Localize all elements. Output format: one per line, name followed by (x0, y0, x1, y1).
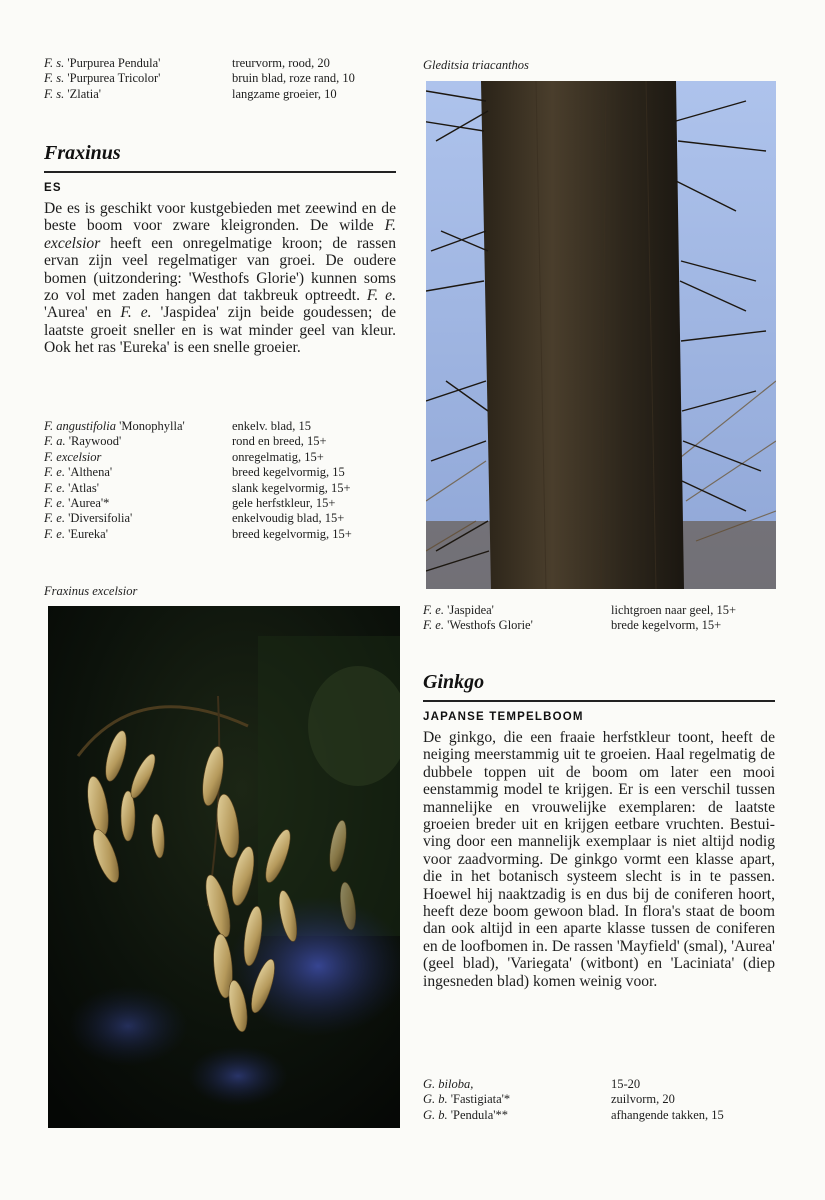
plant-species: G. b. (423, 1107, 448, 1122)
fraxinus-body-segment: F. excelsior (44, 217, 396, 252)
plant-cultivar: 'Monophylla' (116, 419, 185, 433)
plant-description: afhangende takken, 15 (611, 1107, 724, 1122)
plant-cultivar: 'Atlas' (64, 480, 99, 495)
plant-description: onregelmatig, 15+ (232, 449, 324, 464)
plant-list-row (44, 419, 396, 434)
plant-list-row (423, 603, 775, 618)
fraxinus-body-segment: F. e. (120, 304, 152, 322)
plant-name (44, 511, 232, 526)
plant-list-row (423, 1092, 775, 1107)
fraxinus-photo-caption: Fraxinus excelsior (44, 584, 138, 598)
plant-name (423, 1108, 611, 1123)
plant-species: F. s. (44, 56, 65, 70)
plant-list-row (44, 87, 396, 102)
plant-list-row (44, 56, 396, 71)
ginkgo-heading: Ginkgo (423, 671, 485, 693)
plant-cultivar: 'Althena' (64, 465, 113, 480)
plant-cultivar: 'Jaspidea' (443, 603, 494, 617)
plant-species: F. e. (44, 511, 65, 526)
fraxinus-body-segment: 'Aurea' en (44, 304, 121, 322)
plant-species: F. excelsior (44, 449, 102, 464)
plant-species: G. b. (423, 1092, 448, 1107)
plant-description: gele herfstkleur, 15+ (232, 496, 336, 511)
plant-description: rond en breed, 15+ (232, 434, 327, 449)
plant-description: breed kegelvormig, 15+ (232, 526, 352, 541)
plant-cultivar: 'Raywood' (65, 434, 122, 449)
plant-name (44, 465, 232, 480)
plant-cultivar: 'Westhofs Glorie' (443, 618, 533, 633)
plant-species: F. a. (44, 434, 66, 449)
plant-description: slank kegelvormig, 15+ (232, 480, 351, 495)
top-plant-list (44, 56, 396, 102)
plant-description: enkelvoudig blad, 15+ (232, 511, 345, 526)
plant-list-row (44, 496, 396, 511)
plant-cultivar: 'Purpurea Pendula' (64, 56, 161, 70)
fraxinus-plant-list (44, 419, 396, 542)
plant-cultivar: 'Eureka' (64, 526, 108, 541)
plant-species: F. e. (44, 480, 65, 495)
fraxinus-body-segment: 'Jaspidea' zijn beide goudessen; de laatste groeit sneller en is wat minder geel van kleur. Ook het ras 'Eureka' is een snelle groeier. (44, 304, 396, 357)
plant-cultivar: 'Purpurea Tricolor' (64, 71, 161, 86)
plant-list-row (423, 1108, 775, 1123)
fraxinus-body-segment: heeft een onregelmatige kroon; de rassen ervan zijn veel regelmatiger van groei. De oudere bomen (uitzondering: 'Westhofs Glorie') kunnen soms zo vol met zaden hangen dat takbreuk optreedt. (44, 234, 396, 305)
plant-name (44, 419, 232, 434)
fraxinus-rule (44, 171, 396, 173)
plant-description: zuilvorm, 20 (611, 1092, 675, 1107)
plant-species: F. e. (44, 465, 65, 480)
fraxinus-heading: Fraxinus (44, 142, 121, 164)
gleditsia-photo (426, 81, 776, 589)
plant-species: F. e. (423, 618, 444, 633)
plant-name (423, 603, 611, 618)
plant-species: F. e. (44, 496, 65, 511)
plant-description: brede kegelvorm, 15+ (611, 618, 722, 633)
plant-name (44, 496, 232, 511)
plant-description: bruin blad, roze rand, 10 (232, 71, 355, 86)
plant-description: 15-20 (611, 1077, 641, 1091)
plant-cultivar: 'Fastigiata'* (447, 1092, 511, 1107)
plant-description: langzame groeier, 10 (232, 86, 337, 101)
ginkgo-subtitle: JAPANSE TEMPELBOOM (423, 711, 584, 723)
plant-list-row (423, 1077, 775, 1092)
plant-cultivar: 'Diversifolia' (64, 511, 133, 526)
plant-species: F. s. (44, 71, 65, 86)
fraxinus-body-segment: F. e. (366, 287, 396, 305)
plant-description: enkelv. blad, 15 (232, 419, 312, 433)
plant-species: F. s. (44, 86, 65, 101)
plant-list-row (44, 465, 396, 480)
gleditsia-trunk-image (426, 81, 776, 589)
ginkgo-body: De ginkgo, die een fraaie herfstkleur toont, heeft de neiging meerstammig uit te groeien. Haal regelmatig de dubbele toppen uit de boom om later een mooi eenstammig model te krijgen. Er is een verschil tussen mannelijke en vrouwelijke exemplaren: de laatste groeien breder uit en krijgen eetbare vruchten. Bestuiving door een mannelijk exemplaar is niet altijd nodig voor zaadvorming. De ginkgo vormt een klasse apart, die in het botanisch systeem slecht is in te passen. Hoewel hij naaktzadig is en dus bij de coniferen hoort, heeft deze boom gewoon blad. In flora's staat de boom dan ook altijd in een aparte klasse tussen de coniferen en de loofbomen in. De rassen 'Mayfield' (smal), 'Aurea' (geel blad), 'Variegata' (witbont) en 'Laciniata' (diep ingesneden blad) komen weinig voor. (423, 729, 775, 990)
gleditsia-photo-caption: Gleditsia triacanthos (423, 58, 529, 72)
plant-name (423, 1077, 611, 1092)
fraxinus-photo (48, 606, 400, 1128)
plant-species: G. biloba, (423, 1077, 474, 1091)
ginkgo-plant-list (423, 1077, 775, 1123)
fraxinus-body (44, 200, 396, 357)
plant-name (44, 56, 232, 71)
plant-name (423, 1092, 611, 1107)
plant-list-row (423, 618, 775, 633)
plant-name (423, 618, 611, 633)
plant-cultivar: 'Zlatia' (64, 86, 102, 101)
plant-list-row (44, 527, 396, 542)
plant-list-row (44, 434, 396, 449)
plant-description: breed kegelvormig, 15 (232, 465, 345, 480)
plant-list-row (44, 511, 396, 526)
plant-species: F. angustifolia (44, 419, 117, 433)
plant-name (44, 434, 232, 449)
plant-name (44, 527, 232, 542)
gleditsia-plant-list (423, 603, 775, 634)
plant-cultivar: 'Pendula'** (447, 1107, 509, 1122)
ginkgo-section (423, 670, 775, 990)
plant-name (44, 481, 232, 496)
fraxinus-seeds-image (48, 606, 400, 1128)
plant-species: F. e. (423, 603, 444, 617)
plant-name (44, 71, 232, 86)
plant-list-row (44, 71, 396, 86)
plant-list-row (44, 481, 396, 496)
ginkgo-rule (423, 700, 775, 702)
plant-description: treurvorm, rood, 20 (232, 56, 330, 70)
plant-name (44, 87, 232, 102)
fraxinus-body-segment: De es is geschikt voor kustgebieden met zeewind en de beste boom voor zware kleigronden. De wilde (44, 200, 396, 235)
plant-species: F. e. (44, 526, 65, 541)
fraxinus-section (44, 141, 396, 357)
plant-list-row (44, 450, 396, 465)
plant-cultivar: 'Aurea'* (64, 496, 110, 511)
plant-name (44, 450, 232, 465)
fraxinus-subtitle: ES (44, 182, 62, 194)
plant-description: lichtgroen naar geel, 15+ (611, 603, 737, 617)
